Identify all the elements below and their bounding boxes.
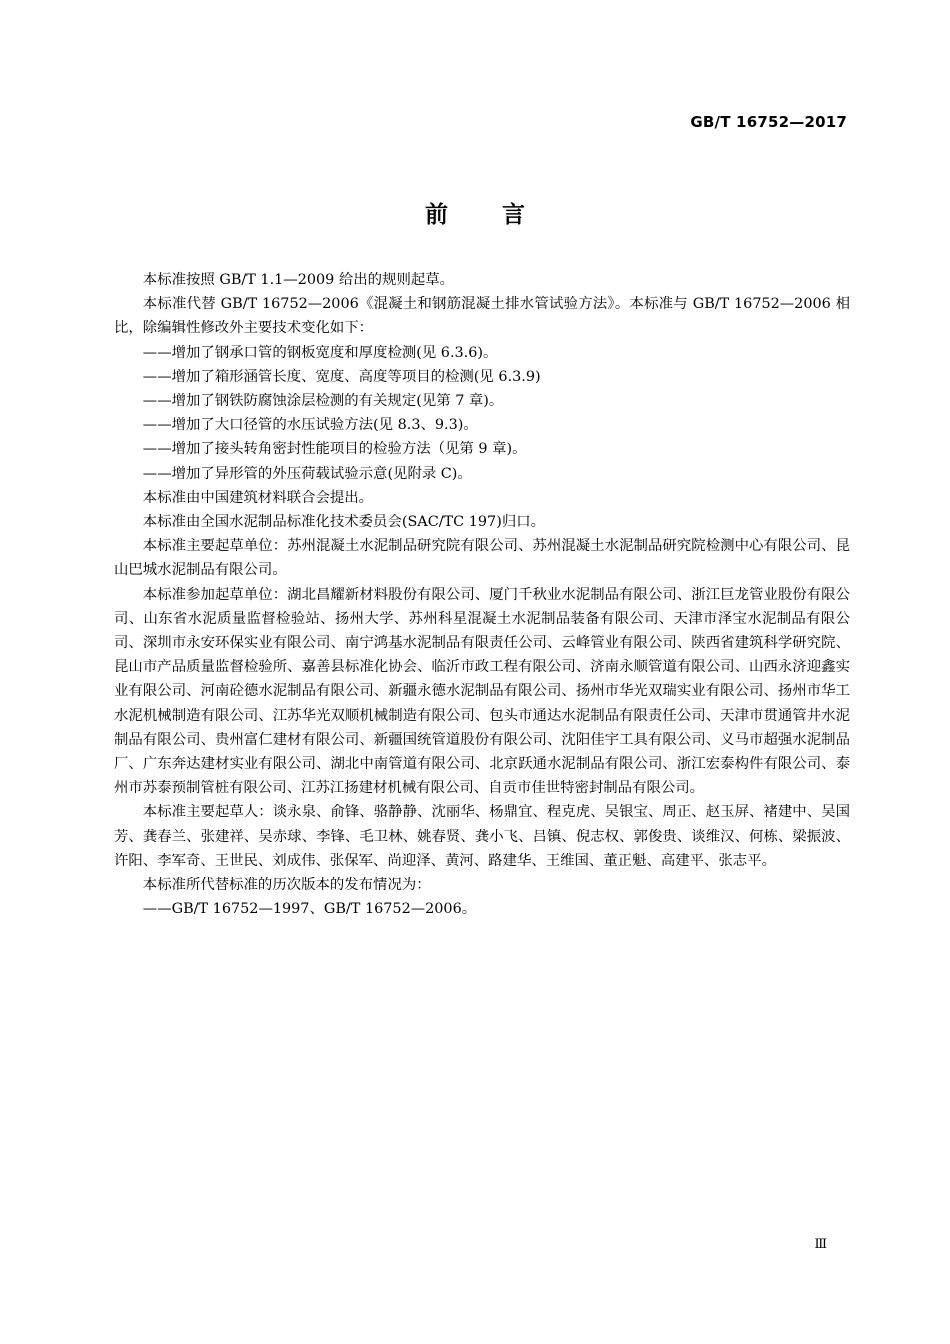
list-item: ——GB/T 16752—1997、GB/T 16752—2006。 (142, 901, 477, 918)
paragraph: 本标准代替 GB/T 16752—2006《混凝土和钢筋混凝土排水管试验方法》。本标准与 GB/T 16752—2006 相比，除编辑性修改外主要技术变化如下： (114, 296, 850, 337)
list-item: ——增加了异形管的外压荷载试验示意(见附录 C)。 (142, 465, 472, 482)
paragraph: 本标准参加起草单位：湖北昌耀新材料股份有限公司、厦门千秋业水泥制品有限公司、浙江巨龙管业股份有限公司、山东省水泥质量监督检验站、扬州大学、苏州科星混凝土水泥制品装备有限公司、天津市泽宝水泥制品有限公司、深圳市永安环保实业有限公司、南宁鸿基水泥制品有限责任公司、云峰管业有限公司、陕西省建筑科学研究院、昆山市产品质量监督检验所、嘉善县标准化协会、临沂市政工程有限公司、济南永顺管道有限公司、山西永济迎鑫实业有限公司、河南砼德水泥制品有限公司、新疆永德水泥制品有限公司、扬州市华光双瑞实业有限公司、扬州市华工水泥机械制造有限公司、江苏华光双顺机械制造有限公司、包头市通达水泥制品有限责任公司、天津市贯通管井水泥制品有限公司、贵州富仁建材有限公司、新疆国统管道股份有限公司、沈阳佳宇工具有限公司、义马市超强水泥制品厂、广东奔达建材实业有限公司、湖北中南管道有限公司、北京跃通水泥制品有限公司、浙江宏泰构件有限公司、泰州市苏泰预制管桩有限公司、江苏江扬建材机械有限公司、自贡市佳世特密封制品有限公司。 (114, 586, 850, 797)
list-item: ——增加了钢承口管的钢板宽度和厚度检测(见 6.3.6)。 (142, 344, 498, 361)
page-number: Ⅲ (814, 1237, 827, 1252)
list-item: ——增加了大口径管的水压试验方法(见 8.3、9.3)。 (142, 417, 478, 434)
list-item: ——增加了钢铁防腐蚀涂层检测的有关规定(见第 7 章)。 (142, 393, 504, 410)
paragraph: 本标准按照 GB/T 1.1—2009 给出的规则起草。 (142, 272, 455, 288)
page-title: 前言 (425, 202, 579, 228)
standard-code: GB/T 16752—2017 (690, 113, 847, 131)
paragraph: 本标准由全国水泥制品标准化技术委员会(SAC/TC 197)归口。 (142, 514, 545, 531)
list-item: ——增加了箱形涵管长度、宽度、高度等项目的检测(见 6.3.9) (142, 368, 541, 385)
paragraph: 本标准主要起草人：谈永泉、俞锋、骆静静、沈丽华、杨鼎宜、程克虎、吴银宝、周正、赵玉屏、褚建中、吴国芳、龚春兰、张建祥、吴赤球、李锋、毛卫林、姚春贤、龚小飞、吕镇、倪志权、郭俊贵、谈维汉、何栋、梁振波、许阳、李军奇、王世民、刘成伟、张保军、尚迎泽、黄河、路建华、王维国、董正魁、高建平、张志平。 (114, 804, 850, 869)
document-body (114, 268, 850, 921)
list-item: ——增加了接头转角密封性能项目的检验方法（见第 9 章)。 (142, 441, 527, 458)
paragraph: 本标准由中国建筑材料联合会提出。 (142, 489, 374, 506)
paragraph: 本标准所代替标准的历次版本的发布情况为： (142, 877, 431, 894)
paragraph: 本标准主要起草单位：苏州混凝土水泥制品研究院有限公司、苏州混凝土水泥制品研究院检测中心有限公司、昆山巴城水泥制品有限公司。 (114, 538, 850, 579)
